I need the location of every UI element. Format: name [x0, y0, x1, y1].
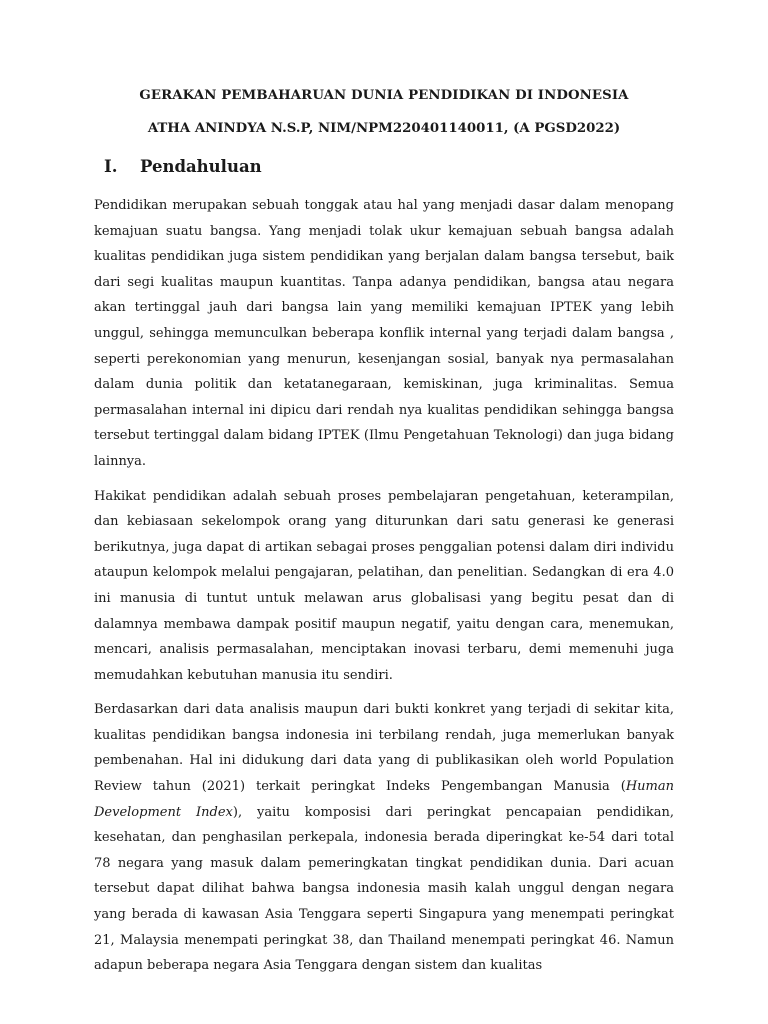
section-number: I.	[104, 157, 118, 176]
paragraph-3-text-a: Berdasarkan dari data analisis maupun dari bukti konkret yang terjadi di sekitar kita, kualitas pendidikan bangsa indonesia ini terbilang rendah, juga memerlukan banyak pembenahan. Hal ini didukung dari data yang di publikasikan oleh world Population Review tahun (2021) terkait peringkat Indeks Pengembangan Manusia (	[94, 702, 674, 795]
section-heading	[104, 156, 674, 178]
section-title: Pendahuluan	[140, 157, 262, 176]
paragraph-2: Hakikat pendidikan adalah sebuah proses pembelajaran pengetahuan, keterampilan, dan kebiasaan sekelompok orang yang diturunkan dari satu generasi ke generasi berikutnya, juga dapat di artikan sebagai proses penggalian potensi dalam diri individu ataupun kelompok melalui pengajaran, pelatihan, dan penelitian. Sedangkan di era 4.0 ini manusia di tuntut untuk melawan arus globalisasi yang begitu pesat dan di dalamnya membawa dampak positif maupun negatif, yaitu dengan cara, menemukan, mencari, analisis permasalahan, menciptakan inovasi terbaru, demi memenuhi juga memudahkan kebutuhan manusia itu sendiri.	[94, 488, 674, 683]
paragraph-3-text-b: ), yaitu komposisi dari peringkat pencapaian pendidikan, kesehatan, dan penghasilan perkepala, indonesia berada diperingkat ke-54 dari total 78 negara yang masuk dalam pemeringkatan tingkat pendidikan dunia. Dari acuan tersebut dapat dilihat bahwa bangsa indonesia masih kalah unggul dengan negara yang berada di kawasan Asia Tenggara seperti Singapura yang menempati peringkat 21, Malaysia menempati peringkat 38, dan Thailand menempati peringkat 46. Namun adapun beberapa negara Asia Tenggara dengan sistem dan kualitas	[94, 804, 674, 974]
paragraph-3	[94, 697, 674, 979]
document-title: GERAKAN PEMBAHARUAN DUNIA PENDIDIKAN DI INDONESIA	[139, 88, 629, 103]
paragraph-1: Pendidikan merupakan sebuah tonggak atau hal yang menjadi dasar dalam menopang kemajuan suatu bangsa. Yang menjadi tolak ukur kemajuan sebuah bangsa adalah kualitas pendidikan juga sistem pendidikan yang berjalan dalam bangsa tersebut, baik dari segi kualitas maupun kuantitas. Tanpa adanya pendidikan, bangsa atau negara akan tertinggal jauh dari bangsa lain yang memiliki kemajuan IPTEK yang lebih unggul, sehingga memunculkan beberapa konflik internal yang terjadi dalam bangsa , seperti perekonomian yang menurun, kesenjangan sosial, banyak nya permasalahan dalam dunia politik dan ketatanegaraan, kemiskinan, juga kriminalitas. Semua permasalahan internal ini dipicu dari rendah nya kualitas pendidikan sehingga bangsa tersebut tertinggal dalam bidang IPTEK (Ilmu Pengetahuan Teknologi) dan juga bidang lainnya.	[94, 198, 674, 469]
paragraph-3-italic-term: Human Development Index	[94, 779, 674, 820]
author-line: ATHA ANINDYA N.S.P, NIM/NPM220401140011, (A PGSD2022)	[147, 121, 621, 136]
